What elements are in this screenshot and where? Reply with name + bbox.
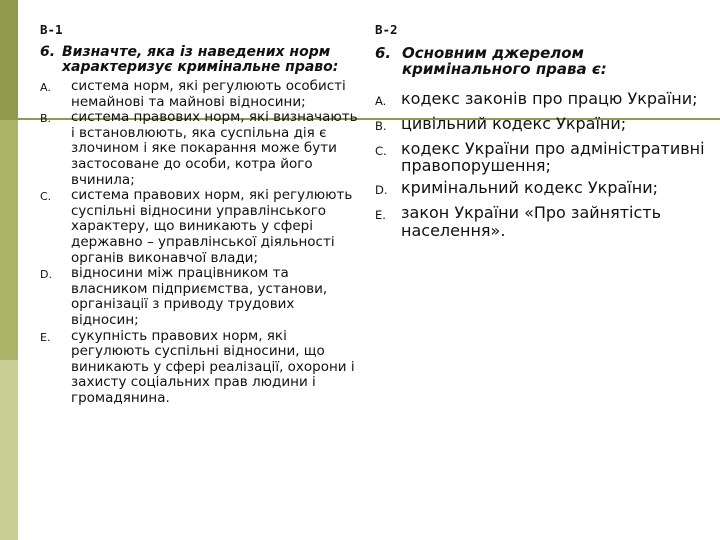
answer-option-a [40,79,358,110]
option-text: система правових норм, які визначають і встановлюють, яка суспільна дія є злочином і яке покарання може бути застосоване до особи, котра його вчинила; [71,109,358,188]
answer-option-e [40,329,358,407]
variant-1-column [40,22,358,406]
question-number: 6. [375,44,392,62]
answer-option-b [375,115,710,136]
question-number: 6. [40,44,56,60]
variant-1-label: В-1 [40,22,63,37]
option-letter: D. [375,183,388,198]
option-text: відносини між працівником та власником підприємства, установи, організації з приводу трудових відносин; [71,265,328,328]
variant-1-question [40,45,358,75]
option-letter: C. [40,190,52,204]
option-letter: B. [40,112,52,126]
answer-option-b [40,110,358,188]
option-text: кодекс законів про працю України; [401,89,698,108]
decorative-left-bar [0,0,18,540]
option-text: закон України «Про зайнятість населення». [401,202,662,240]
option-letter: A. [40,81,51,94]
answer-option-d [40,266,358,328]
answer-option-c [40,188,358,266]
option-letter: C. [375,143,387,158]
question-text: Визначте, яка із наведених норм характеризує кримінальне право: [62,44,339,75]
option-text: цивільний кодекс України; [401,113,627,133]
option-letter: A. [375,94,387,108]
option-letter: B. [375,118,387,133]
answer-option-e [375,204,710,240]
left-bar-segment-top [0,0,18,120]
option-letter: E. [40,330,51,344]
answer-option-c [375,140,710,176]
option-text: система правових норм, які регулюють суспільні відносини управлінського характеру, що виникають у сфері державно – управлінської діяльності органів виконавчої влади; [71,187,353,266]
option-text: кодекс України про адміністративні правопорушення; [401,138,705,176]
variant-2-question [375,45,710,77]
option-text: система норм, які регулюють особисті немайнові та майнові відносини; [71,78,346,110]
option-text: сукупність правових норм, які регулюють суспільні відносини, що виникають у сфері реалізації, охорони і захисту соціальних прав людини і громадянина. [71,327,355,406]
option-letter: E. [375,207,386,222]
option-text: кримінальний кодекс України; [401,178,658,198]
variant-2-column [375,22,710,244]
question-text: Основним джерелом кримінального права є: [402,44,607,78]
option-letter: D. [40,268,52,282]
answer-option-a [375,90,710,111]
left-bar-segment-bottom [0,360,18,540]
variant-2-label: В-2 [375,22,398,37]
answer-option-d [375,179,710,200]
left-bar-segment-middle [0,120,18,360]
